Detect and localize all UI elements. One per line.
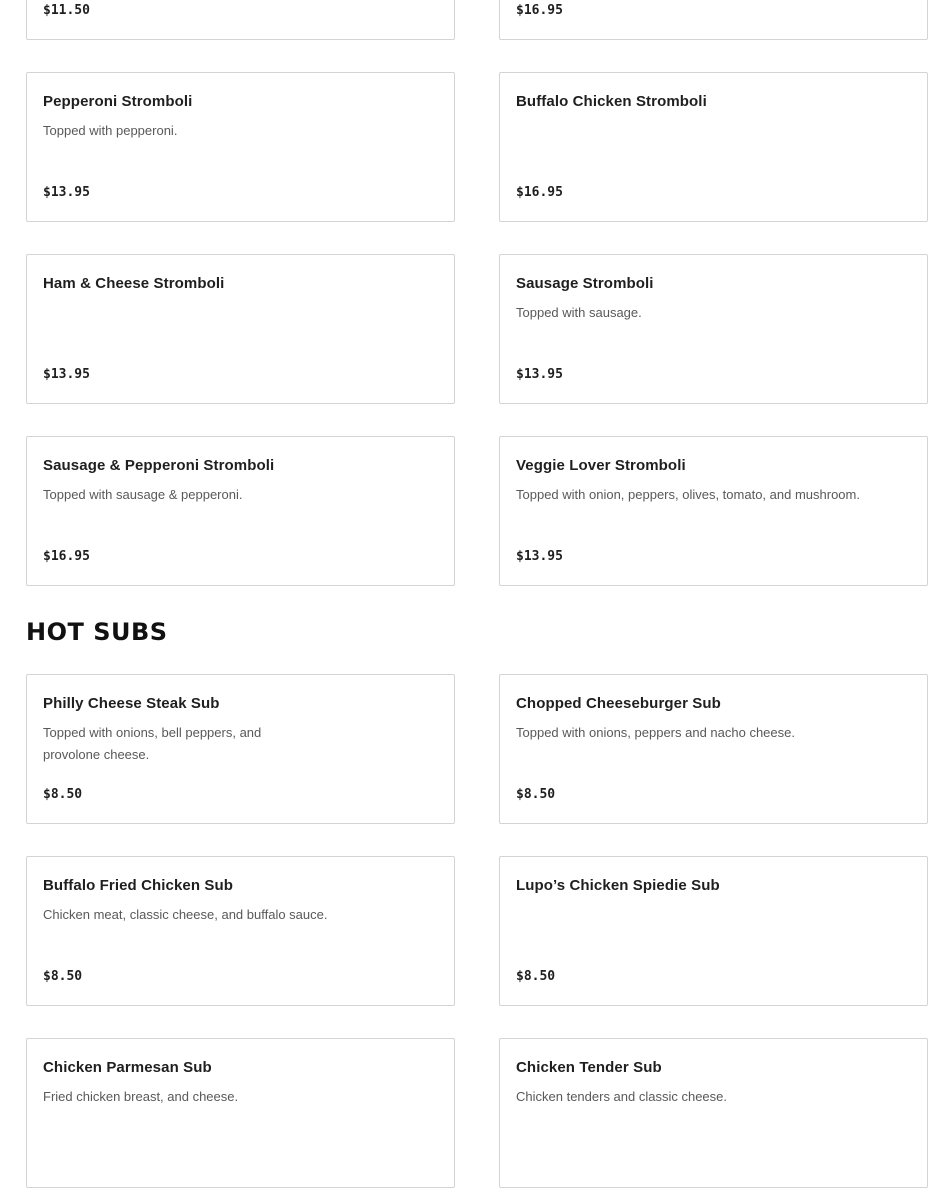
- item-name: Sausage Stromboli: [516, 275, 654, 292]
- item-name: Buffalo Chicken Stromboli: [516, 93, 707, 110]
- menu-item-card[interactable]: [499, 1038, 928, 1188]
- item-description: Topped with onions, bell peppers, and provolone cheese.: [43, 725, 262, 762]
- item-description: Fried chicken breast, and cheese.: [43, 1089, 239, 1104]
- item-name: Ham & Cheese Stromboli: [43, 275, 225, 292]
- item-description: Topped with onion, peppers, olives, tomato, and mushroom.: [516, 487, 860, 502]
- item-description: Topped with sausage.: [516, 305, 642, 320]
- item-price: $11.50: [43, 3, 90, 18]
- item-name: Chopped Cheeseburger Sub: [516, 695, 721, 712]
- menu-item-card[interactable]: [26, 254, 455, 404]
- item-name: Chicken Tender Sub: [516, 1059, 662, 1076]
- stromboli-grid: [26, 0, 928, 586]
- item-name: Chicken Parmesan Sub: [43, 1059, 212, 1076]
- menu-item-card[interactable]: [26, 0, 455, 40]
- item-price: $16.95: [516, 185, 563, 200]
- item-price: $13.95: [516, 367, 563, 382]
- menu-item-card[interactable]: [26, 856, 455, 1006]
- item-description: Topped with onions, peppers and nacho cheese.: [516, 725, 795, 740]
- menu-item-card[interactable]: [26, 1038, 455, 1188]
- item-price: $16.95: [43, 549, 90, 564]
- item-description: Chicken tenders and classic cheese.: [516, 1089, 728, 1104]
- menu-item-card[interactable]: [499, 436, 928, 586]
- item-name: Lupo’s Chicken Spiedie Sub: [516, 877, 720, 894]
- section-title-hot-subs: HOT SUBS: [26, 618, 168, 646]
- menu-item-card[interactable]: [499, 254, 928, 404]
- menu-item-card[interactable]: [26, 436, 455, 586]
- item-price: $16.95: [516, 3, 563, 18]
- menu-item-card[interactable]: [499, 674, 928, 824]
- item-name: Veggie Lover Stromboli: [516, 457, 686, 474]
- menu-item-card[interactable]: [26, 674, 455, 824]
- item-name: Pepperoni Stromboli: [43, 93, 193, 110]
- hot-subs-grid: [26, 674, 928, 1188]
- item-name: Sausage & Pepperoni Stromboli: [43, 457, 275, 474]
- item-price: $8.50: [43, 787, 83, 802]
- menu-item-card[interactable]: [499, 72, 928, 222]
- menu-item-card[interactable]: [499, 856, 928, 1006]
- menu-item-card[interactable]: [499, 0, 928, 40]
- menu-item-card[interactable]: [26, 72, 455, 222]
- item-description: Topped with sausage & pepperoni.: [43, 487, 243, 502]
- item-price: $8.50: [43, 969, 83, 984]
- item-name: Philly Cheese Steak Sub: [43, 695, 220, 712]
- item-price: $8.50: [516, 787, 556, 802]
- item-price: $13.95: [43, 367, 90, 382]
- item-price: $13.95: [43, 185, 90, 200]
- item-description: Topped with pepperoni.: [43, 123, 178, 138]
- item-name: Buffalo Fried Chicken Sub: [43, 877, 234, 894]
- item-description: Chicken meat, classic cheese, and buffalo sauce.: [43, 907, 328, 922]
- item-price: $13.95: [516, 549, 563, 564]
- item-price: $8.50: [516, 969, 556, 984]
